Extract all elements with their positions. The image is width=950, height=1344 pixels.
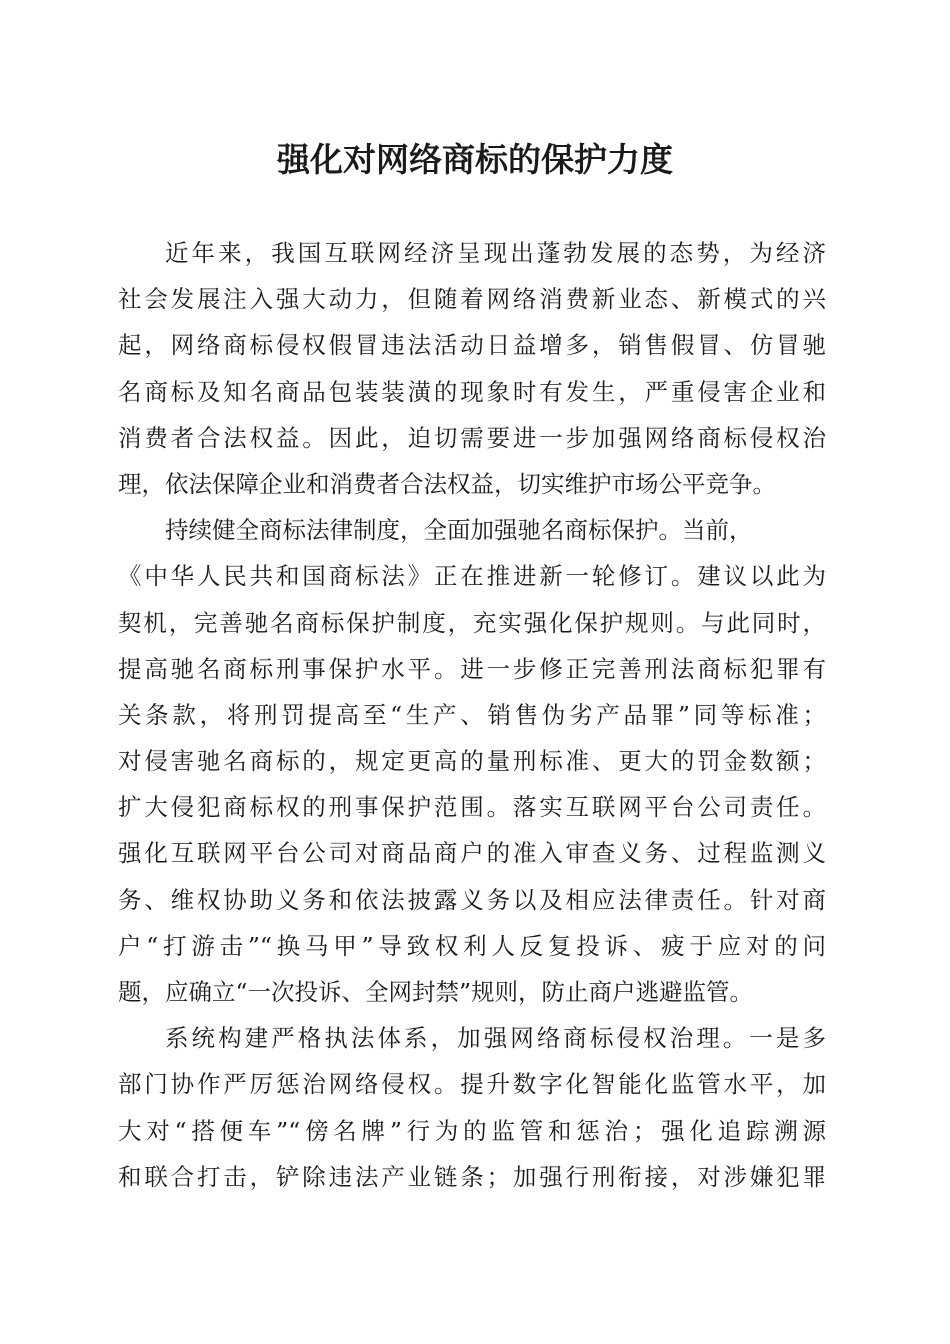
text-line: 大对“搭便车”“傍名牌”行为的监管和惩治；强化追踪溯源 xyxy=(118,1116,826,1145)
text-line: 消费者合法权益。因此，迫切需要进一步加强网络商标侵权治 xyxy=(118,423,826,452)
text-line: 契机，完善驰名商标保护制度，充实强化保护规则。与此同时， xyxy=(118,608,826,637)
document-body xyxy=(118,230,826,1200)
text-line: 扩大侵犯商标权的刑事保护范围。落实互联网平台公司责任。 xyxy=(118,793,826,822)
text-line: 强化互联网平台公司对商品商户的准入审查义务、过程监测义 xyxy=(118,839,826,868)
text-line: 名商标及知名商品包装装潢的现象时有发生，严重侵害企业和 xyxy=(118,377,826,406)
text-line: 部门协作严厉惩治网络侵权。提升数字化智能化监管水平，加 xyxy=(118,1070,826,1099)
text-line: 和联合打击，铲除违法产业链条；加强行刑衔接，对涉嫌犯罪 xyxy=(118,1162,826,1191)
text-line: 户“打游击”“换马甲”导致权利人反复投诉、疲于应对的问 xyxy=(118,931,826,960)
text-line: 《中华人民共和国商标法》正在推进新一轮修订。建议以此为 xyxy=(118,562,826,591)
text-line: 理，依法保障企业和消费者合法权益，切实维护市场公平竞争。 xyxy=(118,469,776,498)
text-line: 关条款，将刑罚提高至“生产、销售伪劣产品罪”同等标准； xyxy=(118,700,826,729)
text-line: 社会发展注入强大动力，但随着网络消费新业态、新模式的兴 xyxy=(118,285,826,314)
text-line: 提高驰名商标刑事保护水平。进一步修正完善刑法商标犯罪有 xyxy=(118,654,826,683)
text-line: 对侵害驰名商标的，规定更高的量刑标准、更大的罚金数额； xyxy=(118,747,826,776)
text-line: 题，应确立“一次投诉、全网封禁”规则，防止商户逃避监管。 xyxy=(118,978,754,1006)
text-line: 起，网络商标侵权假冒违法活动日益增多，销售假冒、仿冒驰 xyxy=(118,331,826,360)
text-line: 系统构建严格执法体系，加强网络商标侵权治理。一是多 xyxy=(165,1024,826,1053)
document-title: 强化对网络商标的保护力度 xyxy=(277,140,673,179)
text-line: 务、维权协助义务和依法披露义务以及相应法律责任。针对商 xyxy=(118,885,826,914)
text-line: 近年来，我国互联网经济呈现出蓬勃发展的态势，为经济 xyxy=(165,239,826,267)
text-line: 持续健全商标法律制度，全面加强驰名商标保护。当前， xyxy=(165,516,753,545)
